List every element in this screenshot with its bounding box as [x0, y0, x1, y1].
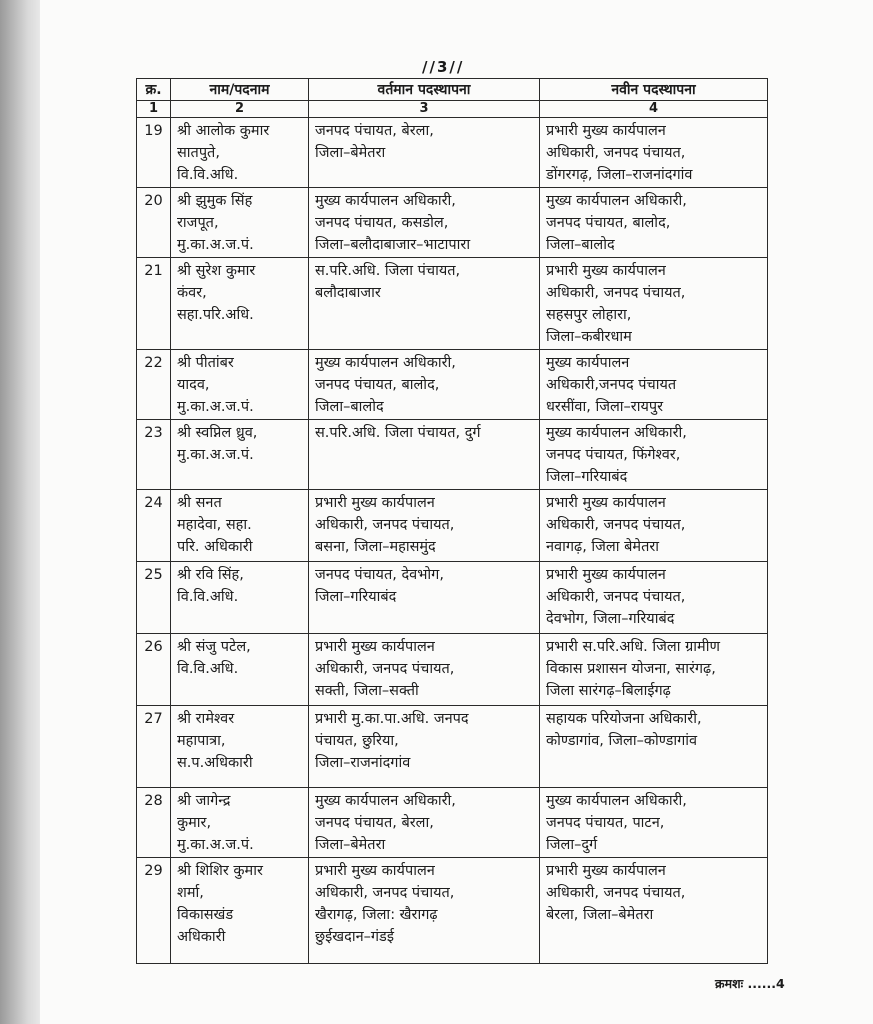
serial-number: 21 — [137, 258, 171, 350]
current-posting-cell — [309, 188, 540, 258]
posting-line: जिला–बलौदाबाजार–भाटापारा — [315, 237, 471, 253]
officer-name-line: श्री स्वप्निल ध्रुव, — [177, 425, 258, 441]
table-body — [137, 118, 768, 964]
header-new-posting: नवीन पदस्थापना — [540, 79, 768, 101]
table-row — [137, 188, 768, 258]
posting-line: जनपद पंचायत, देवभोग, — [315, 567, 444, 583]
posting-line: अधिकारी, जनपद पंचायत, — [546, 885, 686, 901]
posting-line: जिला–दुर्ग — [546, 837, 598, 853]
officer-name-line: श्री शिशिर कुमार — [177, 863, 263, 879]
posting-line: जनपद पंचायत, बालोद, — [546, 215, 671, 231]
serial-number: 27 — [137, 706, 171, 788]
posting-line: जिला–गरियाबंद — [315, 589, 397, 605]
posting-line: प्रभारी मुख्य कार्यपालन — [546, 567, 666, 583]
serial-number: 28 — [137, 788, 171, 858]
officer-name-line: कुमार, — [177, 815, 212, 831]
posting-line: प्रभारी मु.का.पा.अधि. जनपद — [315, 711, 469, 727]
officer-name-line: राजपूत, — [177, 215, 219, 231]
posting-line: देवभोग, जिला–गरियाबंद — [546, 611, 675, 627]
officer-name-cell — [171, 420, 309, 490]
table-row — [137, 350, 768, 420]
officer-name-cell — [171, 706, 309, 788]
posting-line: जिला–गरियाबंद — [546, 469, 628, 485]
table-row — [137, 258, 768, 350]
posting-line: जनपद पंचायत, फिंगेश्वर, — [546, 447, 681, 463]
table-row — [137, 788, 768, 858]
posting-table — [136, 78, 768, 964]
current-posting-cell — [309, 562, 540, 634]
serial-number: 26 — [137, 634, 171, 706]
posting-line: बलौदाबाजार — [315, 285, 381, 301]
table-row — [137, 490, 768, 562]
officer-name-line: मु.का.अ.ज.पं. — [177, 447, 254, 463]
posting-line: जनपद पंचायत, पाटन, — [546, 815, 665, 831]
new-posting-cell — [540, 420, 768, 490]
officer-name-line: श्री झुमुक सिंह — [177, 193, 253, 209]
new-posting-cell — [540, 562, 768, 634]
officer-name-line: शर्मा, — [177, 885, 204, 901]
column-number: 2 — [171, 101, 309, 118]
officer-name-line: महादेवा, सहा. — [177, 517, 252, 533]
posting-line: जिला–बेमेतरा — [315, 837, 386, 853]
current-posting-cell — [309, 258, 540, 350]
officer-name-line: कंवर, — [177, 285, 207, 301]
officer-name-cell — [171, 118, 309, 188]
posting-line: मुख्य कार्यपालन अधिकारी, — [315, 355, 456, 371]
posting-line: अधिकारी, जनपद पंचायत, — [315, 885, 455, 901]
posting-line: पंचायत, छुरिया, — [315, 733, 399, 749]
header-current-posting: वर्तमान पदस्थापना — [309, 79, 540, 101]
table-row — [137, 420, 768, 490]
new-posting-cell — [540, 858, 768, 964]
serial-number: 22 — [137, 350, 171, 420]
posting-line: जिला सारंगढ़–बिलाईगढ़ — [546, 683, 671, 699]
posting-line: मुख्य कार्यपालन — [546, 355, 630, 371]
officer-name-line: स.प.अधिकारी — [177, 755, 253, 771]
posting-line: सहसपुर लोहारा, — [546, 307, 632, 323]
table-row — [137, 706, 768, 788]
new-posting-cell — [540, 788, 768, 858]
officer-name-line: श्री संजु पटेल, — [177, 639, 251, 655]
posting-line: अधिकारी, जनपद पंचायत, — [546, 145, 686, 161]
posting-line: प्रभारी मुख्य कार्यपालन — [546, 263, 666, 279]
officer-name-line: सातपुते, — [177, 145, 220, 161]
posting-line: जनपद पंचायत, बालोद, — [315, 377, 440, 393]
officer-name-cell — [171, 490, 309, 562]
posting-line: अधिकारी, जनपद पंचायत, — [315, 517, 455, 533]
officer-name-line: मु.का.अ.ज.पं. — [177, 837, 254, 853]
posting-line: प्रभारी मुख्य कार्यपालन — [315, 639, 435, 655]
posting-line: अधिकारी, जनपद पंचायत, — [546, 517, 686, 533]
column-number: 4 — [540, 101, 768, 118]
officer-name-cell — [171, 258, 309, 350]
officer-name-line: श्री आलोक कुमार — [177, 123, 270, 139]
current-posting-cell — [309, 788, 540, 858]
officer-name-cell — [171, 858, 309, 964]
header-serial: क्र. — [137, 79, 171, 101]
officer-name-line: श्री सुरेश कुमार — [177, 263, 256, 279]
new-posting-cell — [540, 706, 768, 788]
serial-number: 20 — [137, 188, 171, 258]
posting-line: स.परि.अधि. जिला पंचायत, दुर्ग — [315, 425, 481, 441]
table-row — [137, 858, 768, 964]
serial-number: 19 — [137, 118, 171, 188]
posting-line: मुख्य कार्यपालन अधिकारी, — [546, 425, 687, 441]
table-row — [137, 562, 768, 634]
posting-line: जनपद पंचायत, कसडोल, — [315, 215, 449, 231]
officer-name-line: सहा.परि.अधि. — [177, 307, 254, 323]
officer-name-cell — [171, 188, 309, 258]
posting-line: जिला–बालोद — [315, 399, 384, 415]
posting-line: कोण्डागांव, जिला–कोण्डागांव — [546, 733, 698, 749]
column-number: 3 — [309, 101, 540, 118]
officer-name-line: विकासखंड — [177, 907, 234, 923]
posting-line: अधिकारी, जनपद पंचायत, — [546, 589, 686, 605]
new-posting-cell — [540, 634, 768, 706]
current-posting-cell — [309, 858, 540, 964]
column-number-row — [137, 101, 768, 118]
posting-line: अधिकारी, जनपद पंचायत, — [546, 285, 686, 301]
officer-name-line: श्री जागेन्द्र — [177, 793, 231, 809]
officer-name-cell — [171, 788, 309, 858]
new-posting-cell — [540, 118, 768, 188]
officer-name-line: वि.वि.अधि. — [177, 589, 239, 605]
table-row — [137, 634, 768, 706]
posting-line: मुख्य कार्यपालन अधिकारी, — [315, 793, 456, 809]
new-posting-cell — [540, 188, 768, 258]
current-posting-cell — [309, 634, 540, 706]
posting-line: खैरागढ़, जिला: खैरागढ़ — [315, 907, 438, 923]
posting-line: जिला–कबीरधाम — [546, 329, 632, 345]
table-header-row — [137, 79, 768, 101]
posting-line: जनपद पंचायत, बेरला, — [315, 123, 434, 139]
officer-name-line: श्री रामेश्वर — [177, 711, 235, 727]
current-posting-cell — [309, 118, 540, 188]
table-row — [137, 118, 768, 188]
current-posting-cell — [309, 420, 540, 490]
page-marker: //3// — [422, 58, 465, 76]
posting-line: मुख्य कार्यपालन अधिकारी, — [315, 193, 456, 209]
posting-line: मुख्य कार्यपालन अधिकारी, — [546, 793, 687, 809]
officer-name-line: श्री रवि सिंह, — [177, 567, 244, 583]
posting-line: स.परि.अधि. जिला पंचायत, — [315, 263, 461, 279]
officer-name-cell — [171, 350, 309, 420]
posting-line: डोंगरगढ़, जिला–राजनांदगांव — [546, 167, 693, 183]
posting-line: बेरला, जिला–बेमेतरा — [546, 907, 654, 923]
posting-line: प्रभारी मुख्य कार्यपालन — [546, 123, 666, 139]
posting-line: अधिकारी, जनपद पंचायत, — [315, 661, 455, 677]
new-posting-cell — [540, 490, 768, 562]
officer-name-line: महापात्रा, — [177, 733, 226, 749]
posting-line: जिला–बेमेतरा — [315, 145, 386, 161]
serial-number: 29 — [137, 858, 171, 964]
officer-name-line: श्री पीतांबर — [177, 355, 234, 371]
header-name: नाम/पदनाम — [171, 79, 309, 101]
officer-name-line: यादव, — [177, 377, 210, 393]
continued-marker: क्रमशः ......4 — [715, 976, 785, 991]
officer-name-cell — [171, 562, 309, 634]
officer-name-line: वि.वि.अधि. — [177, 661, 239, 677]
posting-line: जिला–बालोद — [546, 237, 615, 253]
serial-number: 24 — [137, 490, 171, 562]
officer-name-line: परि. अधिकारी — [177, 539, 253, 555]
photo-edge-shadow — [0, 0, 40, 1024]
posting-line: प्रभारी मुख्य कार्यपालन — [546, 863, 666, 879]
serial-number: 25 — [137, 562, 171, 634]
column-number: 1 — [137, 101, 171, 118]
new-posting-cell — [540, 258, 768, 350]
posting-line: जनपद पंचायत, बेरला, — [315, 815, 434, 831]
posting-line: अधिकारी,जनपद पंचायत — [546, 377, 677, 393]
current-posting-cell — [309, 490, 540, 562]
current-posting-cell — [309, 706, 540, 788]
posting-line: नवागढ़, जिला बेमेतरा — [546, 539, 660, 555]
posting-line: प्रभारी मुख्य कार्यपालन — [315, 863, 435, 879]
posting-line: सहायक परियोजना अधिकारी, — [546, 711, 702, 727]
posting-line: सक्ती, जिला–सक्ती — [315, 683, 419, 699]
new-posting-cell — [540, 350, 768, 420]
posting-line: प्रभारी मुख्य कार्यपालन — [315, 495, 435, 511]
officer-name-line: श्री सनत — [177, 495, 222, 511]
serial-number: 23 — [137, 420, 171, 490]
officer-name-line: अधिकारी — [177, 929, 226, 945]
posting-line: धरसींवा, जिला–रायपुर — [546, 399, 664, 415]
officer-name-line: मु.का.अ.ज.पं. — [177, 399, 254, 415]
posting-line: विकास प्रशासन योजना, सारंगढ़, — [546, 661, 716, 677]
officer-name-line: मु.का.अ.ज.पं. — [177, 237, 254, 253]
posting-line: बसना, जिला–महासमुंद — [315, 539, 436, 555]
current-posting-cell — [309, 350, 540, 420]
posting-line: जिला–राजनांदगांव — [315, 755, 411, 771]
posting-line: प्रभारी स.परि.अधि. जिला ग्रामीण — [546, 639, 720, 655]
officer-name-cell — [171, 634, 309, 706]
posting-line: प्रभारी मुख्य कार्यपालन — [546, 495, 666, 511]
posting-line: मुख्य कार्यपालन अधिकारी, — [546, 193, 687, 209]
posting-line: छुईखदान–गंडई — [315, 929, 394, 945]
officer-name-line: वि.वि.अधि. — [177, 167, 239, 183]
